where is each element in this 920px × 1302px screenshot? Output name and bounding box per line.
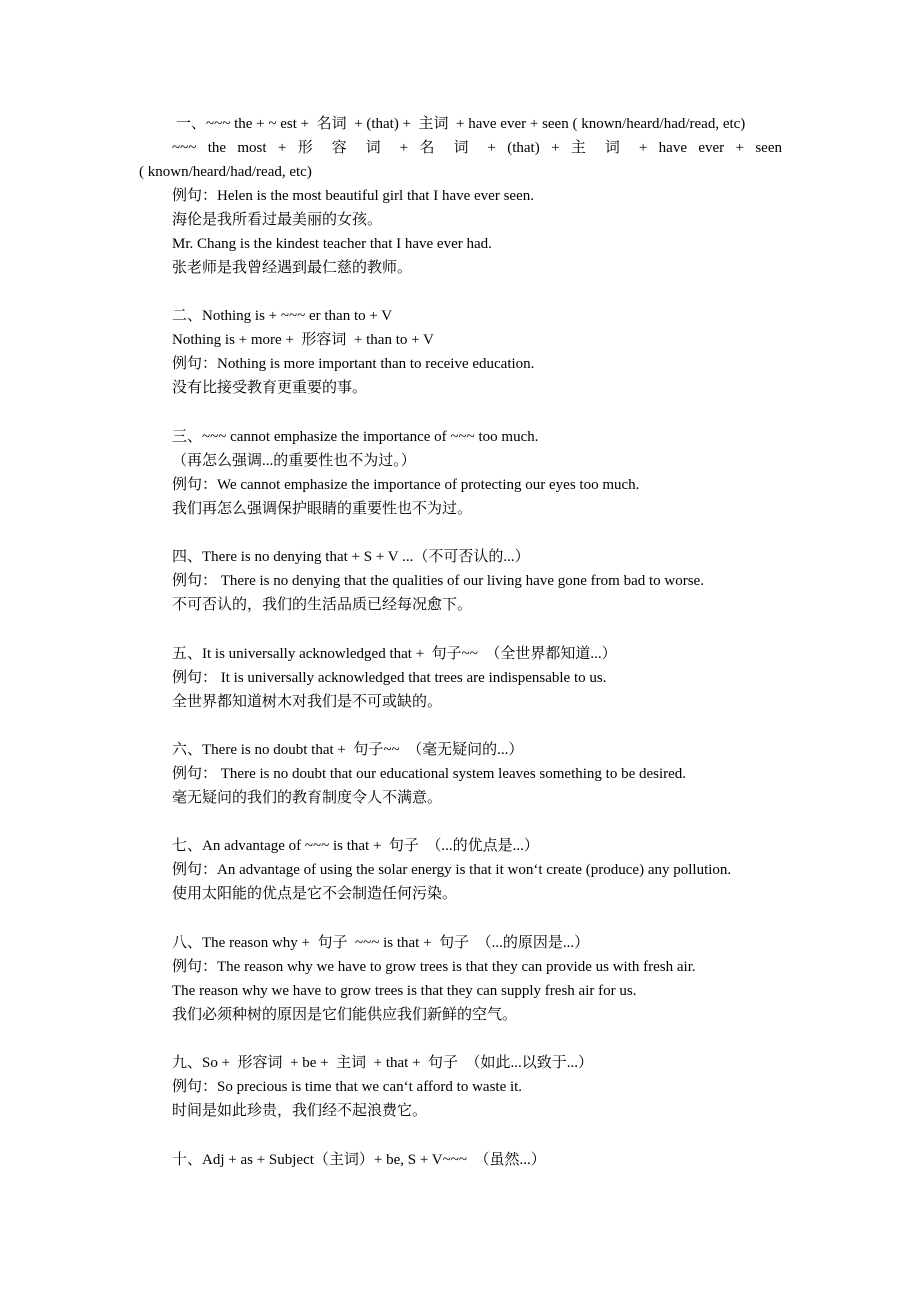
section-1-title-line-1: 一、~~~ the + ~ est + 名词 + (that) + 主词 + have ever + seen ( known/heard/had/read, etc) [176, 116, 746, 132]
section-3-title: 三、~~~ cannot emphasize the importance of ~~~ too much. [172, 429, 539, 445]
section-6-example-en: 例句： There is no doubt that our educational system leaves something to be desired. [172, 766, 687, 782]
section-1-example-en-1: 例句：Helen is the most beautiful girl that I have ever seen. [172, 188, 534, 204]
section-2-formula: Nothing is + more + 形容词 + than to + V [172, 332, 434, 348]
section-4-title: 四、There is no denying that + S + V ...（不可否认的...） [172, 549, 530, 565]
section-4-example-en: 例句： There is no denying that the qualities of our living have gone from bad to worse. [172, 573, 704, 589]
section-9-example-en: 例句：So precious is time that we can‘t afford to waste it. [172, 1079, 523, 1095]
section-5-example-en: 例句： It is universally acknowledged that trees are indispensable to us. [172, 670, 607, 686]
section-4-example-zh: 不可否认的，我们的生活品质已经每况愈下。 [172, 597, 473, 613]
section-8-example-en-2: The reason why we have to grow trees is that they can supply fresh air for us. [172, 983, 637, 999]
section-1-title-line-2: ~~~ the most + 形 容 词 + 名 词 + (that) + 主 词 + have ever + seen [172, 140, 782, 156]
section-8-title: 八、The reason why + 句子 ~~~ is that + 句子 （...的原因是...） [172, 935, 590, 951]
section-3-example-zh: 我们再怎么强调保护眼睛的重要性也不为过。 [172, 501, 473, 517]
section-1-title-line-3: ( known/heard/had/read, etc) [139, 164, 312, 180]
section-2-example-en: 例句：Nothing is more important than to receive education. [172, 356, 535, 372]
section-8-example-en-1: 例句：The reason why we have to grow trees is that they can provide us with fresh air. [172, 959, 696, 975]
section-9-title: 九、So + 形容词 + be + 主词 + that + 句子 （如此...以致于...） [172, 1055, 594, 1071]
section-7-example-en: 例句：An advantage of using the solar energy is that it won‘t create (produce) any pollution. [172, 862, 732, 878]
section-6-example-zh: 毫无疑问的我们的教育制度令人不满意。 [172, 790, 443, 806]
section-1-example-en-2: Mr. Chang is the kindest teacher that I have ever had. [172, 236, 492, 252]
section-1-example-zh-1: 海伦是我所看过最美丽的女孩。 [172, 212, 383, 228]
section-10-title: 十、Adj + as + Subject（主词）+ be, S + V~~~ （虽然...） [172, 1152, 546, 1168]
section-9-example-zh: 时间是如此珍贵，我们经不起浪费它。 [172, 1103, 428, 1119]
section-6-title: 六、There is no doubt that + 句子~~ （毫无疑问的...） [172, 742, 524, 758]
section-3-example-en: 例句：We cannot emphasize the importance of protecting our eyes too much. [172, 477, 640, 493]
section-7-title: 七、An advantage of ~~~ is that + 句子 （...的优点是...） [172, 838, 539, 854]
section-1-example-zh-2: 张老师是我曾经遇到最仁慈的教师。 [172, 260, 413, 276]
section-2-example-zh: 没有比接受教育更重要的事。 [172, 380, 368, 396]
section-2-title: 二、Nothing is + ~~~ er than to + V [172, 308, 393, 324]
section-5-example-zh: 全世界都知道树木对我们是不可或缺的。 [172, 694, 443, 710]
section-5-title: 五、It is universally acknowledged that + 句子~~ （全世界都知道...） [172, 646, 617, 662]
section-7-example-zh: 使用太阳能的优点是它不会制造任何污染。 [172, 886, 458, 902]
section-8-example-zh: 我们必须种树的原因是它们能供应我们新鲜的空气。 [172, 1007, 518, 1023]
section-3-meaning: （再怎么强调...的重要性也不为过。） [172, 453, 416, 469]
